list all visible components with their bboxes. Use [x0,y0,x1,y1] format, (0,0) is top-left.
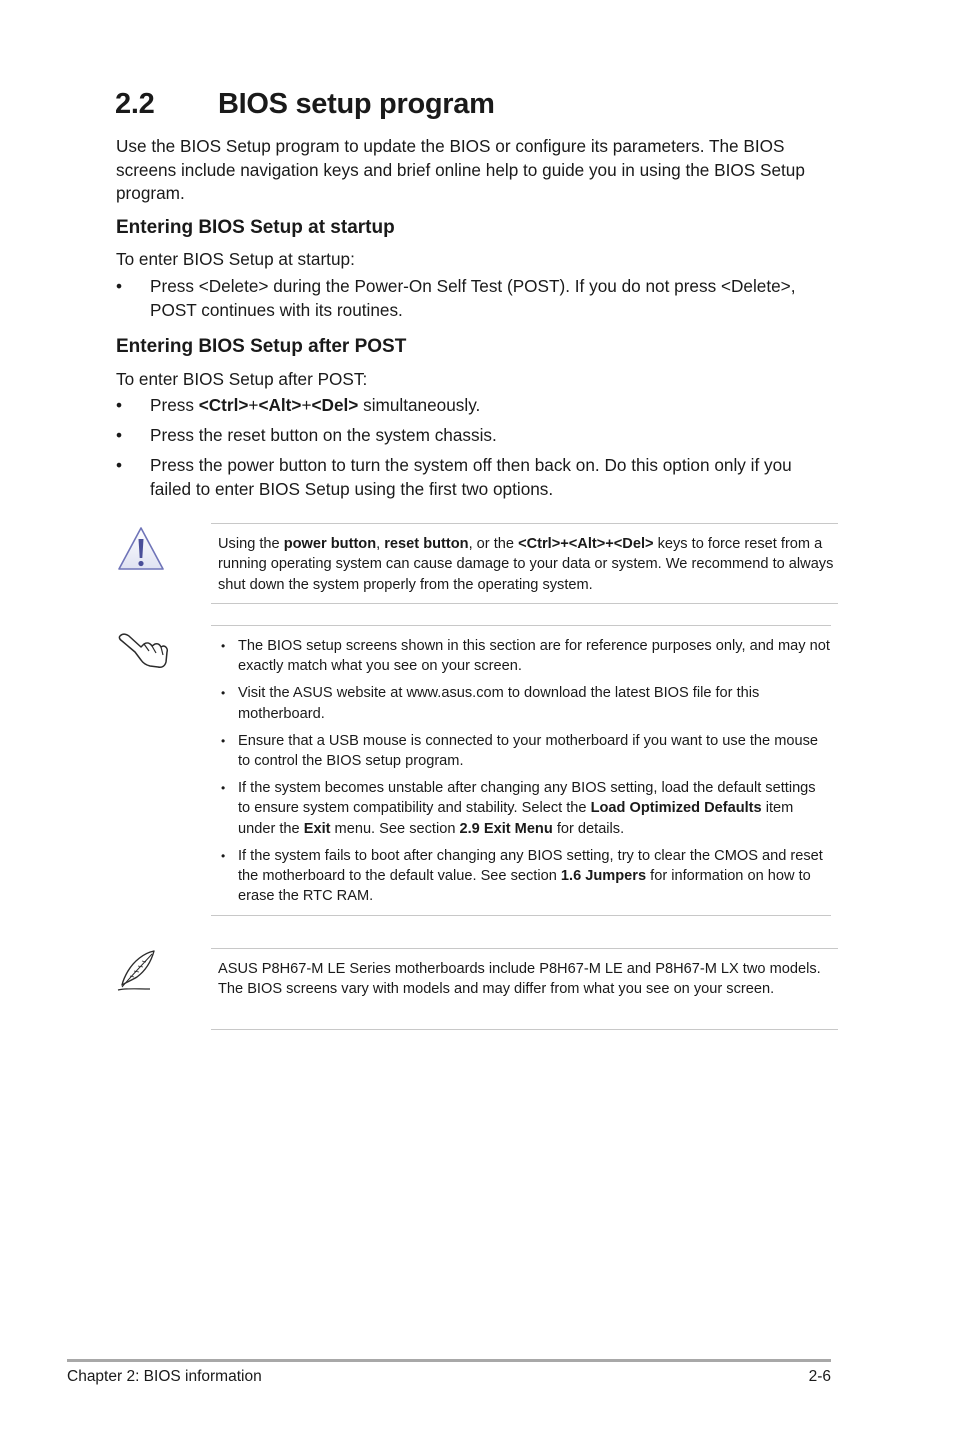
bold-section-ref: 2.9 Exit Menu [459,820,553,837]
section-title [115,88,495,121]
key-ctrl: <Ctrl> [198,395,249,415]
warning-triangle-icon [116,525,166,578]
text-run: keys to force reset from a running operating system can cause damage to your data or system. We recommend to always shut down the system properly from the operating system. [218,536,834,593]
bold-key-combo: <Ctrl>+<Alt>+<Del> [518,536,654,552]
key-del: <Del> [311,395,359,415]
bullet-marker: • [116,276,123,296]
startup-item-text: Press <Delete> during the Power-On Self Test (POST). If you do not press <Delete>, POST continues with its routines. [150,276,796,320]
item-text: Press the power button to turn the system off then back on. Do this option only if you failed to enter BIOS Setup using the first two options. [150,455,792,499]
notes-list [211,626,831,921]
section-title-text: BIOS setup program [218,88,495,120]
bullet-marker: • [116,395,123,415]
bullet-marker: • [221,848,226,863]
text-run: menu. See section [330,820,460,837]
list-item [218,778,831,839]
text-run: , or the [468,536,519,552]
bullet-marker: • [221,686,226,701]
after-post-list [116,393,836,507]
item-text: Press the reset button on the system chassis. [150,425,497,445]
plus-sign: + [301,395,312,415]
section-number: 2.2 [115,88,155,120]
text-run: for details. [552,820,625,837]
text-run: If the system becomes unstable after changing any BIOS setting, load the default settings to ensure system compatibility and stability. Select the [238,780,816,817]
text-run: item under the [238,800,794,837]
item-text: Press [150,395,199,415]
pointing-hand-icon [117,628,171,675]
memo-box [211,948,838,1030]
text-run: If the system fails to boot after changing any BIOS setting, try to clear the CMOS and reset the motherboard to the default value. See section [238,847,823,885]
list-item [218,636,831,676]
intro-paragraph: Use the BIOS Setup program to update the BIOS or configure its parameters. The BIOS screens include navigation keys and brief online help to guide you in using the BIOS Setup program. [116,136,805,203]
list-item [218,683,831,723]
bullet-marker: • [116,455,123,475]
bold-reset-button: reset button [384,536,469,552]
text-run: Using the [218,536,284,552]
after-post-heading: Entering BIOS Setup after POST [116,336,407,357]
footer-page-number: 2-6 [808,1368,831,1385]
bold-section-ref: 1.6 Jumpers [560,868,647,885]
text-run: , [376,536,385,552]
list-item [116,423,836,447]
list-item [116,274,836,322]
note-text: Visit the ASUS website at www.asus.com to download the latest BIOS file for this motherboard. [238,685,760,722]
feather-pen-icon [116,949,160,998]
item-text: simultaneously. [358,395,481,415]
warning-text [211,524,838,603]
after-post-lead: To enter BIOS Setup after POST: [116,369,368,389]
memo-text: ASUS P8H67-M LE Series motherboards include P8H67-M LE and P8H67-M LX two models. The BIOS screens vary with models and may differ from what you see on your screen. [218,961,821,998]
footer-divider [67,1359,831,1362]
list-item [116,393,836,417]
list-item [218,846,831,907]
list-item [116,453,836,501]
key-alt: <Alt> [258,395,302,415]
startup-list [116,274,836,328]
text-run: for information on how to erase the RTC RAM. [238,868,811,905]
notes-box [211,625,831,916]
bold-load-optimized-defaults: Load Optimized Defaults [590,800,762,817]
bullet-marker: • [116,425,123,445]
bold-exit: Exit [303,820,331,837]
bullet-marker: • [221,733,226,748]
plus-sign: + [248,395,259,415]
note-text: The BIOS setup screens shown in this section are for reference purposes only, and may not exactly match what you see on your screen. [238,638,830,675]
bold-power-button: power button [283,536,377,552]
startup-lead: To enter BIOS Setup at startup: [116,249,355,269]
bullet-marker: • [221,639,226,653]
startup-heading: Entering BIOS Setup at startup [116,217,395,238]
bullet-marker: • [221,781,226,796]
footer-chapter: Chapter 2: BIOS information [67,1368,262,1385]
warning-box [211,523,838,604]
list-item [218,731,831,771]
note-text: Ensure that a USB mouse is connected to your motherboard if you want to use the mouse to control the BIOS setup program. [238,732,819,770]
